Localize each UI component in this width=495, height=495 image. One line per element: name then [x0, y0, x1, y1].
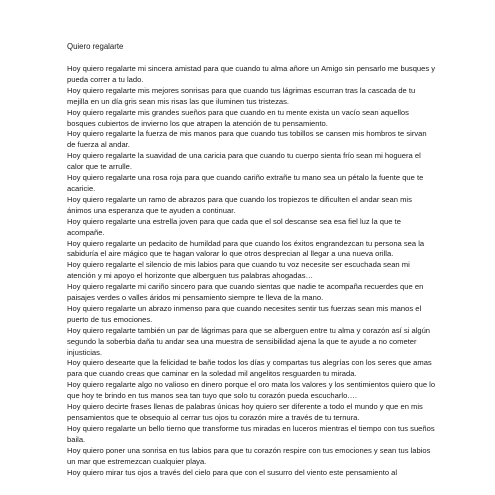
paragraph: Hoy quiero regalarte mi cariño sincero para que cuando sientas que nadie te acompaña recuerdes que en paisajes verdes o valles áridos mi pensamiento siempre te lleva de la mano.	[67, 282, 424, 303]
paragraph: Hoy quiero regalarte también un par de lágrimas para que se alberguen entre tu alma y corazón así si algún segundo la soberbia daña tu andar sea una muestra de sensibilidad ajena la que te ayude a no cometer injusticias.	[67, 325, 431, 357]
paragraph: Hoy quiero desearte que la felicidad te bañe todos los días y compartas tus alegrías con los seres que amas para que cuando creas que caminar en la soledad mil angelitos resguarden tu mirada.	[67, 358, 432, 379]
paragraph: Hoy quiero decirte frases llenas de palabras únicas hoy quiero ser diferente a todo el mundo y que en mis pensamientos que te obsequio al cerrar tus ojos tu corazón mire a través de tu ternura.	[67, 402, 423, 422]
paragraph: Hoy quiero regalarte un pedacito de humildad para que cuando los éxitos engrandezcan tu persona sea la sabiduría el aire mágico que te hagan valorar lo que otros desprecian al llegar a una nueva orilla.	[67, 238, 425, 259]
paragraph: Hoy quiero regalarte una rosa roja para que cuando cariño extrañe tu mano sea un pétalo la fuente que te acaricie.	[67, 173, 424, 193]
paragraph: Hoy quiero regalarte mis mejores sonrisas para que cuando tus lágrimas escurran tras la cascada de tu mejilla en un día gris sean mis risas las que iluminen tus tristezas.	[67, 85, 416, 106]
paragraph: Hoy quiero regalarte mis grandes sueños para que cuando en tu mente exista un vacío sean aquellos bosques cubiertos de invierno los que atrapen la atención de tu pensamiento.	[67, 107, 409, 128]
paragraph: Hoy quiero regalarte una estrella joven para que cada que el sol descanse sea esa fiel luz la que te acompañe.	[67, 216, 401, 237]
paragraph: Hoy quiero regalarte mi sincera amistad para que cuando tu alma añore un Amigo sin pensarlo me busques y pueda correr a tu lado.	[67, 64, 436, 84]
paragraph: Hoy quiero regalarte un bello tierno que transforme tus miradas en luceros mientras el tiempo con tus sueños baila.	[67, 423, 435, 444]
document-body	[67, 42, 437, 478]
paragraph: Hoy quiero regalarte un abrazo inmenso para que cuando necesites sentir tus fuerzas sean mis manos el puerto de tus emociones.	[67, 303, 422, 324]
paragraph: Hoy quiero regalarte el silencio de mis labios para que cuando tu voz necesite ser escuchada sean mi atención y mi apoyo el horizonte que alberguen tus palabras ahogadas…	[67, 260, 410, 281]
paragraph: Hoy quiero regalarte un ramo de abrazos para que cuando los tropiezos te dificulten el andar sean mis ánimos una esperanza que te ayuden a continuar.	[67, 194, 412, 215]
paragraph: Hoy quiero regalarte algo no valioso en dinero porque el oro mata los valores y los sentimientos quiero que lo que hoy te brindo en tus manos sea tan tuyo que solo tu corazón pueda escucharlo….	[67, 380, 436, 401]
document-title: Quiero regalarte	[67, 42, 124, 51]
paragraph: Hoy quiero poner una sonrisa en tus labios para que tu corazón respire con tus emociones y sean tus labios un mar que estremezcan cualquier playa.	[67, 445, 431, 466]
paragraph: Hoy quiero regalarte la fuerza de mis manos para que cuando tus tobillos se cansen mis hombros te sirvan de fuerza al andar.	[67, 129, 427, 150]
paragraph: Hoy quiero regalarte la suavidad de una caricia para que cuando tu cuerpo sienta frío sean mi hoguera el calor que te arrulle.	[67, 151, 421, 172]
paragraph: Hoy quiero mirar tus ojos a través del cielo para que con el susurro del viento este pensamiento al	[67, 467, 398, 477]
